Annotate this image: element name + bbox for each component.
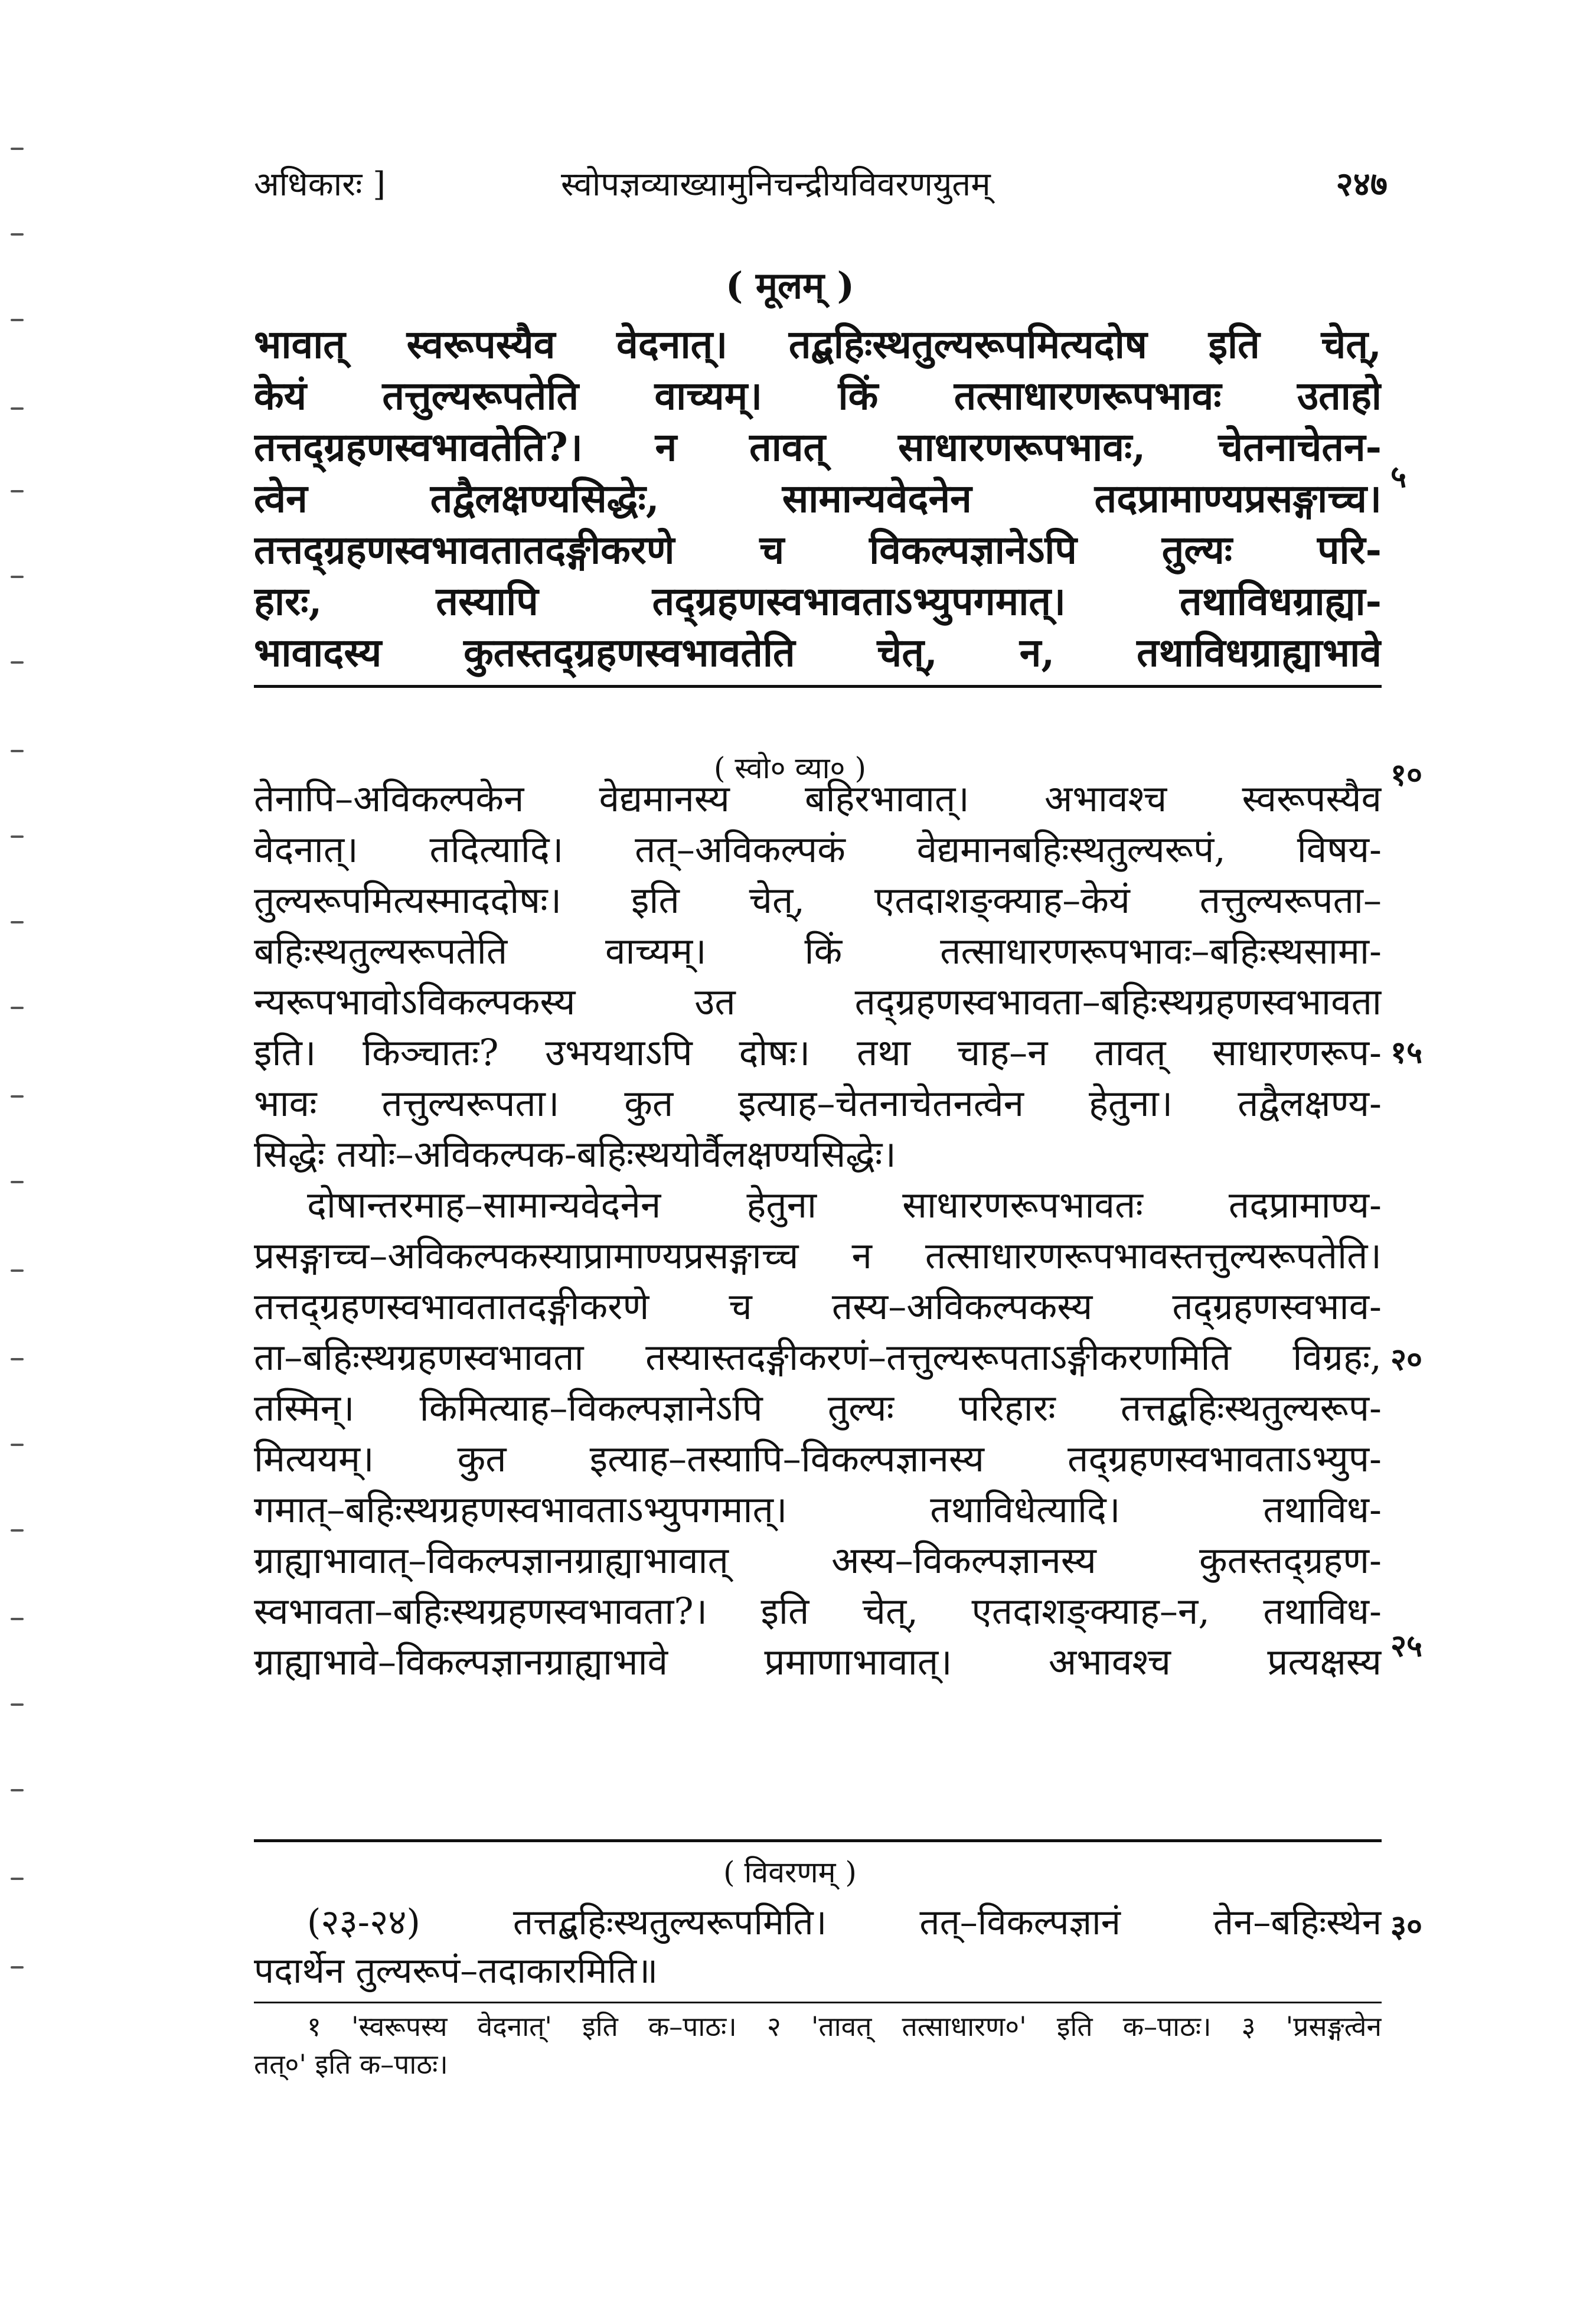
- vyakhya-heading: ( स्वो० व्या० ): [714, 751, 866, 785]
- line-number: २५: [1390, 1628, 1423, 1664]
- vyakhya-line: भावः तत्तुल्यरूपता। कुत इत्याह–चेतनाचेतनत्वेन हेतुना। तद्वैलक्षण्य-: [254, 1082, 1382, 1125]
- vivarana-line: (२३-२४) तत्तद्बहिःस्थतुल्यरूपमिति। तत्–विकल्पज्ञानं तेन–बहिःस्थेन: [307, 1902, 1382, 1943]
- line-number: १५: [1390, 1034, 1423, 1070]
- line-number: ३०: [1390, 1908, 1423, 1944]
- book-title: स्वोपज्ञव्याख्यामुनिचन्द्रीयविवरणयुतम्: [561, 165, 991, 204]
- scan-margin-marks: [0, 0, 35, 2324]
- running-header: [254, 161, 1388, 214]
- mula-line: त्वेन तद्वैलक्षण्यसिद्धेः, सामान्यवेदनेन तदप्रामाण्यप्रसङ्गाच्च।: [254, 475, 1382, 521]
- vyakhya-line: स्वभावता–बहिःस्थग्रहणस्वभावता?। इति चेत्, एतदाशङ्क्याह–न, तथाविध-: [254, 1589, 1382, 1633]
- section-divider: [254, 685, 1382, 688]
- mula-heading: ( मूलम् ): [725, 264, 855, 307]
- line-number: २०: [1390, 1341, 1423, 1378]
- vyakhya-line: ग्राह्याभावात्–विकल्पज्ञानग्राह्याभावात् अस्य–विकल्पज्ञानस्य कुतस्तद्ग्रहण-: [254, 1539, 1382, 1582]
- line-number: १०: [1390, 757, 1423, 793]
- vyakhya-line: बहिःस्थतुल्यरूपतेति वाच्यम्। किं तत्साधारणरूपभावः–बहिःस्थसामा-: [254, 929, 1382, 972]
- section-divider: [254, 1839, 1382, 1842]
- vivarana-line: पदार्थेन तुल्यरूपं–तदाकारमिति॥: [254, 1950, 658, 1992]
- vyakhya-line: इति। किञ्चातः? उभयथाऽपि दोषः। तथा चाह–न तावत् साधारणरूप-: [254, 1031, 1382, 1074]
- vyakhya-line: प्रसङ्गाच्च–अविकल्पकस्याप्रामाण्यप्रसङ्गाच्च न तत्साधारणरूपभावस्तत्तुल्यरूपतेति।: [254, 1234, 1382, 1277]
- line-number: ५: [1390, 459, 1407, 495]
- vyakhya-text: [254, 773, 1382, 1687]
- mula-line: हारः, तस्यापि तद्ग्रहणस्वभावताऽभ्युपगमात्। तथाविधग्राह्या-: [254, 578, 1382, 624]
- mula-line: भावात् स्वरूपस्यैव वेदनात्। तद्बहिःस्थतुल्यरूपमित्यदोष इति चेत्,: [254, 321, 1382, 367]
- mula-line: तत्तद्ग्रहणस्वभावतेति?। न तावत् साधारणरूपभावः, चेतनाचेतन-: [254, 424, 1382, 470]
- vyakhya-line: मित्ययम्। कुत इत्याह–तस्यापि–विकल्पज्ञानस्य तद्ग्रहणस्वभावताऽभ्युप-: [254, 1437, 1382, 1480]
- vyakhya-line: गमात्–बहिःस्थग्रहणस्वभावताऽभ्युपगमात्। तथाविधेत्यादि। तथाविध-: [254, 1488, 1382, 1531]
- vivarana-heading: ( विवरणम् ): [723, 1855, 857, 1889]
- vyakhya-line: तुल्यरूपमित्यस्माददोषः। इति चेत्, एतदाशङ्क्याह–केयं तत्तुल्यरूपता–: [254, 879, 1382, 922]
- footnote-divider: [254, 2002, 1382, 2003]
- vyakhya-line: तत्तद्ग्रहणस्वभावतातदङ्गीकरणे च तस्य–अविकल्पकस्य तद्ग्रहणस्वभाव-: [254, 1285, 1382, 1328]
- vyakhya-line: न्यरूपभावोऽविकल्पकस्य उत तद्ग्रहणस्वभावता–बहिःस्थग्रहणस्वभावता: [254, 980, 1382, 1023]
- mula-text: [254, 319, 1382, 678]
- chapter-label: अधिकारः ]: [254, 165, 386, 204]
- page-number: २४७: [1336, 165, 1388, 204]
- footnote-line: १ 'स्वरूपस्य वेदनात्' इति क–पाठः। २ 'तावत् तत्साधारण०' इति क–पाठः। ३ 'प्रसङ्गत्वेन: [307, 2010, 1382, 2042]
- vivarana-text: [254, 1898, 1382, 1995]
- footnotes: [254, 2008, 1382, 2083]
- vyakhya-line: तस्मिन्। किमित्याह–विकल्पज्ञानेऽपि तुल्यः परिहारः तत्तद्बहिःस्थतुल्यरूप-: [254, 1386, 1382, 1429]
- vyakhya-line: ता–बहिःस्थग्रहणस्वभावता तस्यास्तदङ्गीकरणं–तत्तुल्यरूपताऽङ्गीकरणमिति विग्रहः,: [254, 1336, 1382, 1379]
- vyakhya-line: वेदनात्। तदित्यादि। तत्–अविकल्पकं वेद्यमानबहिःस्थतुल्यरूपं, विषय-: [254, 828, 1382, 871]
- mula-line: तत्तद्ग्रहणस्वभावतातदङ्गीकरणे च विकल्पज्ञानेऽपि तुल्यः परि-: [254, 527, 1382, 573]
- mula-line: भावादस्य कुतस्तद्ग्रहणस्वभावतेति चेत्, न, तथाविधग्राह्याभावे: [254, 629, 1382, 675]
- vyakhya-line: तेनापि–अविकल्पकेन वेद्यमानस्य बहिरभावात्। अभावश्च स्वरूपस्यैव: [254, 777, 1382, 820]
- vyakhya-line: सिद्धेः तयोः–अविकल्पक-बहिःस्थयोर्वैलक्षण्यसिद्धेः।: [254, 1132, 896, 1176]
- mula-line: केयं तत्तुल्यरूपतेति वाच्यम्। किं तत्साधारणरूपभावः उताहो: [254, 373, 1382, 419]
- footnote-line: तत्०' इति क–पाठः।: [254, 2048, 448, 2080]
- vyakhya-line: दोषान्तरमाह–सामान्यवेदनेन हेतुना साधारणरूपभावतः तदप्रामाण्य-: [307, 1183, 1382, 1226]
- vyakhya-line: ग्राह्याभावे–विकल्पज्ञानग्राह्याभावे प्रमाणाभावात्। अभावश्च प्रत्यक्षस्य: [254, 1640, 1382, 1683]
